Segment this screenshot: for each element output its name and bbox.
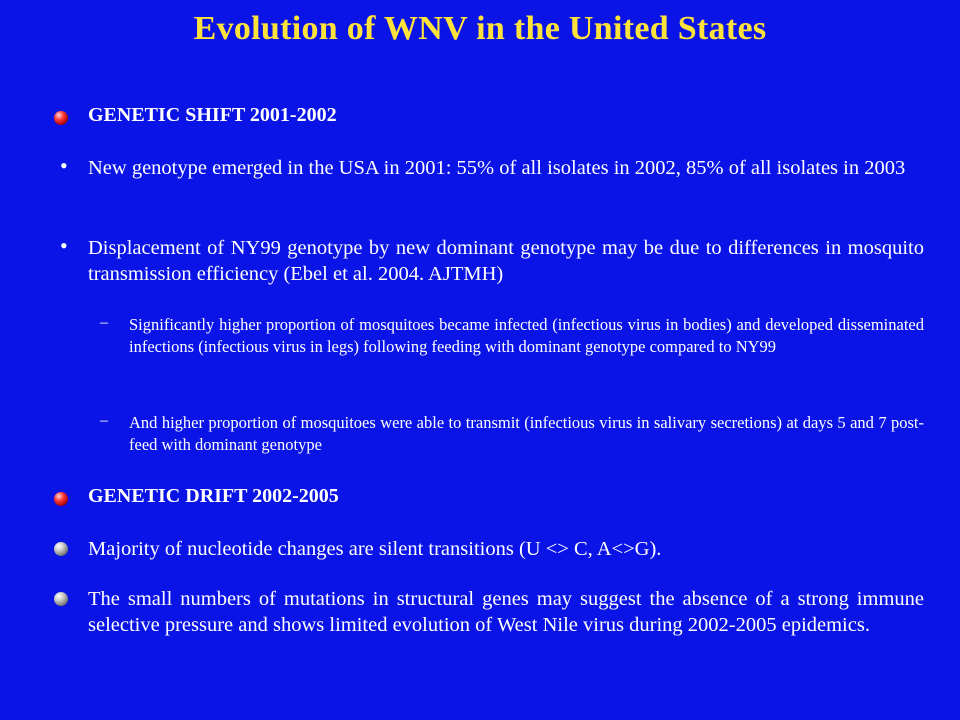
slide-title: Evolution of WNV in the United States (193, 10, 767, 47)
red-sphere-bullet-icon (54, 492, 68, 506)
dash-bullet-icon: – (100, 412, 108, 429)
sub-bullet-text: Significantly higher proportion of mosquitoes became infected (infectious virus in bodies) and developed disseminated infections (infectious virus in legs) following feeding with dominant genotype compared to NY99 (129, 315, 924, 356)
red-sphere-bullet-icon (54, 111, 68, 125)
gray-sphere-bullet-icon (54, 542, 68, 556)
bullet-text: The small numbers of mutations in structural genes may suggest the absence of a strong immune selective pressure and shows limited evolution of West Nile virus during 2002-2005 epidemics. (88, 588, 924, 636)
dot-bullet-icon: • (60, 153, 68, 178)
bullet-text: New genotype emerged in the USA in 2001: 55% of all isolates in 2002, 85% of all isolates in 2003 (88, 157, 906, 179)
bullet-text: Displacement of NY99 genotype by new dominant genotype may be due to differences in mosquito transmission efficiency (Ebel et al. 2004. AJTMH) (88, 237, 924, 285)
sub-bullet-text: And higher proportion of mosquitoes were able to transmit (infectious virus in salivary secretions) at days 5 and 7 post-feed with dominant genotype (129, 413, 924, 454)
gray-sphere-bullet-icon (54, 592, 68, 606)
section-heading-genetic-shift: GENETIC SHIFT 2001-2002 (88, 104, 337, 126)
dash-bullet-icon: – (100, 314, 108, 331)
dot-bullet-icon: • (60, 233, 68, 258)
section-heading-genetic-drift: GENETIC DRIFT 2002-2005 (88, 485, 339, 507)
bullet-text: Majority of nucleotide changes are silent transitions (U <> C, A<>G). (88, 538, 662, 560)
